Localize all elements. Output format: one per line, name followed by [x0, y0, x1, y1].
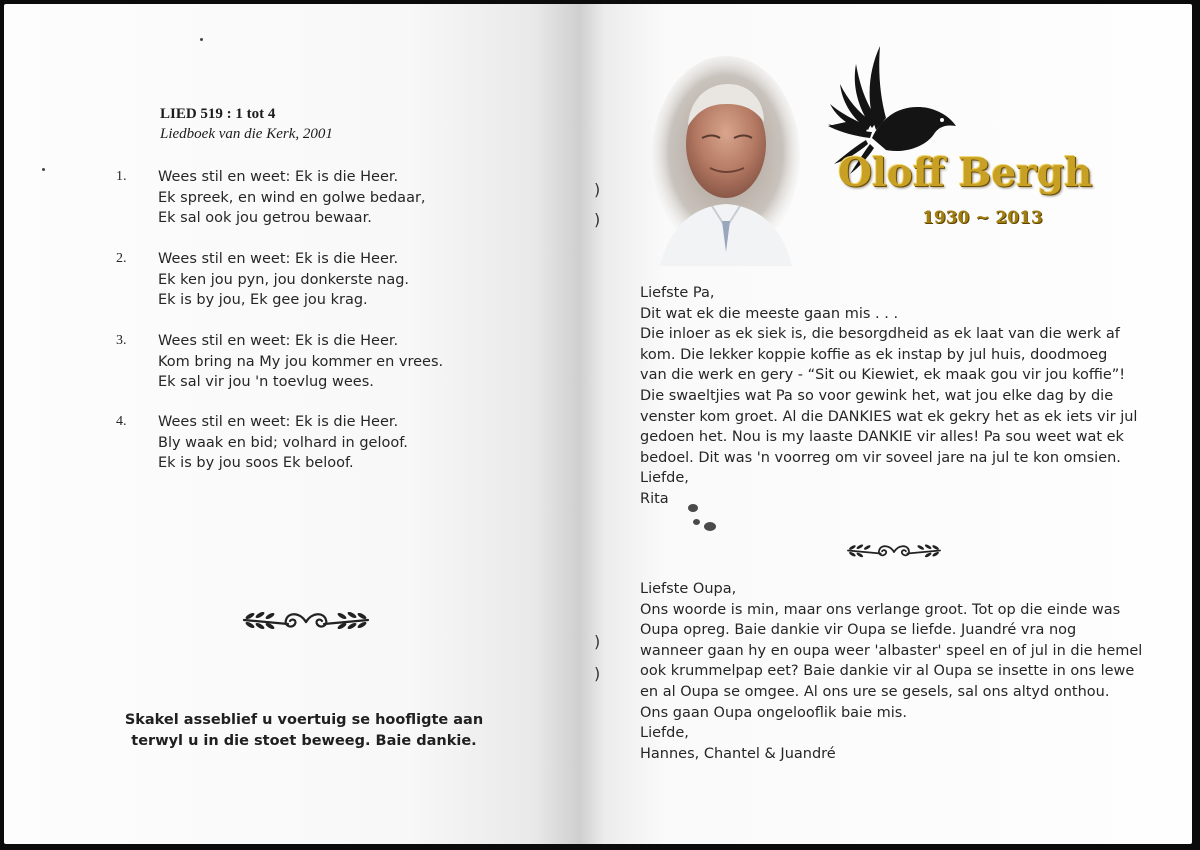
binding-mark: ) [594, 632, 601, 651]
letter-line: kom. Die lekker koppie koffie as ek instap by jul huis, doodmoeg [640, 346, 1108, 363]
letter-from-grandchildren [640, 579, 1160, 764]
hymn-source: Liedboek van die Kerk, 2001 [160, 126, 333, 142]
scroll-ornament-icon [236, 602, 376, 634]
verse-line: Wees stil en weet: Ek is die Heer. [158, 333, 399, 349]
verse-line: Kom bring na My jou kommer en vrees. [158, 353, 444, 370]
deceased-name: Oloff Bergh [838, 150, 1093, 196]
verse-line: Ek ken jou pyn, jou donkerste nag. [158, 271, 410, 288]
letter-line: venster kom groet. Al die DANKIES wat ek gekry het as ek iets vir jul [640, 408, 1138, 425]
binding-mark: ) [594, 180, 601, 199]
verse-line: Ek sal vir jou 'n toevlug wees. [158, 374, 374, 390]
letter-line: en al Oupa se omgee. Al ons ure se gesels, sal ons altyd onthou. [640, 683, 1110, 700]
letter-line: wanneer gaan hy en oupa weer 'albaster' speel en of jul in die hemel [640, 642, 1143, 659]
verse-line: Bly waak en bid; volhard in geloof. [158, 434, 408, 451]
verse-line: Ek is by jou soos Ek beloof. [158, 455, 354, 471]
verse-line: Wees stil en weet: Ek is die Heer. [158, 169, 399, 185]
left-page [4, 4, 580, 844]
vehicle-lights-notice [104, 710, 504, 752]
letter-line: Ons gaan Oupa ongelooflik baie mis. [640, 704, 907, 721]
letter-line: Oupa opreg. Baie dankie vir Oupa se liefde. Juandré vra nog [640, 622, 1077, 639]
verse-number: 3. [116, 333, 127, 348]
notice-line: terwyl u in die stoet beweeg. Baie dankie. [131, 733, 477, 749]
letter-line: ook krummelpap eet? Baie dankie vir al Oupa se insette in ons lewe [640, 663, 1135, 680]
scan-speck [200, 38, 203, 41]
portrait-photo [650, 56, 802, 266]
letter-line: Rita [640, 490, 669, 507]
verse-line: Wees stil en weet: Ek is die Heer. [158, 414, 399, 430]
verse-line: Wees stil en weet: Ek is die Heer. [158, 251, 399, 267]
verse-line: Ek sal ook jou getrou bewaar. [158, 210, 372, 226]
letter-line: Liefste Oupa, [640, 581, 737, 597]
letter-line: Die swaeltjies wat Pa so voor gewink het, wat jou elke dag by die [640, 387, 1114, 404]
verse-number: 1. [116, 169, 127, 184]
ink-blot [704, 522, 716, 531]
scan-speck [42, 168, 45, 171]
right-page [580, 4, 1192, 844]
ink-blot [688, 504, 698, 512]
verse-number: 2. [116, 251, 127, 266]
binding-mark: ) [594, 664, 601, 683]
letter-line: Hannes, Chantel & Juandré [640, 745, 836, 762]
ink-blot [693, 519, 700, 525]
letter-line: Liefde, [640, 725, 689, 742]
letter-line: van die werk en gery - “Sit ou Kiewiet, ek maak gou vir jou koffie”! [640, 367, 1126, 384]
letter-line: Ons woorde is min, maar ons verlange groot. Tot op die einde was [640, 601, 1121, 618]
scroll-ornament-icon [842, 536, 946, 562]
letter-from-rita [640, 283, 1160, 510]
letter-line: Liefde, [640, 470, 689, 487]
letter-line: Liefste Pa, [640, 285, 715, 301]
letter-line: Dit wat ek die meeste gaan mis . . . [640, 305, 899, 322]
notice-line: Skakel asseblief u voertuig se hoofligte aan [124, 712, 484, 728]
binding-mark: ) [594, 210, 601, 229]
hymn-title: LIED 519 : 1 tot 4 [160, 106, 276, 122]
verse-number: 4. [116, 414, 127, 429]
deceased-dates: 1930 ~ 2013 [922, 208, 1043, 228]
verse-line: Ek is by jou, Ek gee jou krag. [158, 292, 368, 308]
letter-line: Die inloer as ek siek is, die besorgdheid as ek laat van die werk af [640, 326, 1120, 343]
verse-line: Ek spreek, en wind en golwe bedaar, [158, 189, 426, 206]
letter-line: bedoel. Dit was 'n voorreg om vir soveel jare na jul te kon omsien. [640, 449, 1121, 466]
letter-line: gedoen het. Nou is my laaste DANKIE vir alles! Pa sou weet wat ek [640, 429, 1124, 446]
